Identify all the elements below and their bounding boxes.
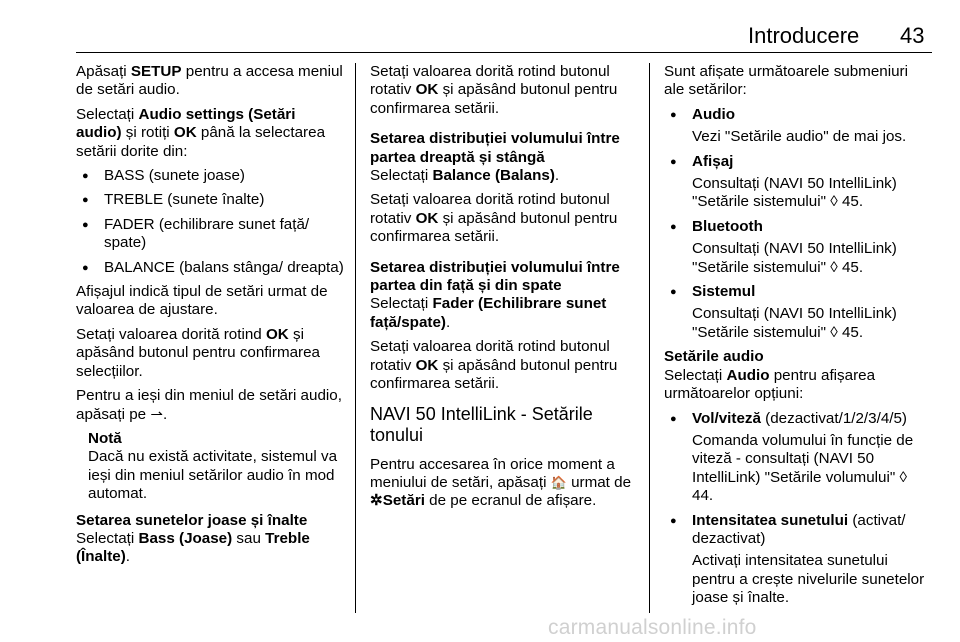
paragraph: Selectați Fader (Echilibrare sunet față/spate). bbox=[370, 295, 607, 331]
paragraph: Apăsați SETUP pentru a accesa meniul de setări audio. bbox=[76, 63, 343, 99]
header-rule bbox=[76, 52, 932, 53]
note-box bbox=[76, 430, 344, 504]
paragraph: Pentru accesarea în orice moment a meniului de setări, apăsați 🏠 urmat de ✲Setări de pe ecranul de afișare. bbox=[370, 455, 632, 510]
submenu-item: ● Afișaj Consultați (NAVI 50 IntelliLink) "Setările sistemului" ◊ 45. bbox=[664, 153, 932, 212]
subheading: Setarea distribuției volumului între partea din față și din spate bbox=[370, 258, 620, 295]
subheading: Setările audio bbox=[664, 348, 764, 366]
note-title: Notă bbox=[88, 429, 122, 447]
paragraph: Selectați Bass (Joase) sau Treble (Înalte). bbox=[76, 529, 310, 566]
column-divider-2 bbox=[649, 63, 650, 613]
audio-option-item: ● Intensitatea sunetului (activat/ dezactivat) Activați intensitatea sunetului pentru a crește nivelurile sunetelor joase și înalte. bbox=[664, 512, 932, 608]
submenu-item: ● Sistemul Consultați (NAVI 50 IntelliLink) "Setările sistemului" ◊ 45. bbox=[664, 283, 932, 342]
subheading: Setarea distribuției volumului între partea dreaptă și stângă bbox=[370, 130, 620, 166]
paragraph: Setați valoarea dorită rotind OK și apăsând butonul pentru confirmarea selecțiilor. bbox=[76, 325, 321, 380]
paragraph: Setați valoarea dorită rotind butonul rotativ OK și apăsând butonul pentru confirmarea setării. bbox=[370, 338, 618, 393]
list-item: ● BASS (sunete joase) bbox=[76, 167, 344, 185]
page-header-title: Introducere bbox=[748, 23, 860, 48]
list-item: ● TREBLE (sunete înalte) bbox=[76, 191, 344, 209]
settings-list bbox=[76, 167, 344, 277]
list-item: ● BALANCE (balans stânga/ dreapta) bbox=[76, 259, 344, 277]
paragraph: Sunt afișate următoarele submeniuri ale setărilor: bbox=[664, 63, 908, 99]
list-item: ● FADER (echilibrare sunet față/ spate) bbox=[76, 216, 344, 253]
paragraph: Selectați Audio pentru afișarea următoarelor opțiuni: bbox=[664, 366, 876, 403]
home-icon: 🏠 bbox=[550, 474, 567, 490]
paragraph: Setați valoarea dorită rotind butonul rotativ OK și apăsând butonul pentru confirmarea setării. bbox=[370, 191, 618, 246]
paragraph: Selectați Audio settings (Setări audio) și rotiți OK până la selectarea setării dorite din: bbox=[76, 105, 326, 160]
column-1 bbox=[76, 63, 344, 573]
column-divider-1 bbox=[355, 63, 356, 613]
audio-option-item: ● Vol/viteză (dezactivat/1/2/3/4/5) Comanda volumului în funcție de viteză - consultați (NAVI 50 IntelliLink) "Setările volumului" ◊ 44. bbox=[664, 410, 932, 506]
column-2 bbox=[370, 63, 636, 517]
watermark: carmanualsonline.info bbox=[548, 616, 757, 639]
back-icon: ⇀ bbox=[150, 405, 164, 423]
column-3 bbox=[664, 63, 932, 614]
paragraph: Selectați Balance (Balans). bbox=[370, 167, 560, 185]
settings-gear-icon: ✲ bbox=[370, 492, 383, 510]
paragraph: Setați valoarea dorită rotind butonul rotativ OK și apăsând butonul pentru confirmarea setării. bbox=[370, 63, 618, 117]
submenu-item: ● Audio Vezi "Setările audio" de mai jos. bbox=[664, 106, 932, 147]
note-text: Dacă nu există activitate, sistemul va ieși din meniul setărilor audio în mod automat. bbox=[88, 448, 338, 503]
page-number: 43 bbox=[900, 23, 925, 48]
section-heading: NAVI 50 IntelliLink - Setările tonului bbox=[370, 403, 593, 445]
submenu-item: ● Bluetooth Consultați (NAVI 50 IntelliLink) "Setările sistemului" ◊ 45. bbox=[664, 218, 932, 277]
subheading: Setarea sunetelor joase și înalte bbox=[76, 511, 308, 529]
paragraph: Afișajul indică tipul de setări urmat de valoarea de ajustare. bbox=[76, 283, 328, 319]
paragraph: Pentru a ieși din meniul de setări audio, apăsați pe ⇀. bbox=[76, 387, 342, 423]
